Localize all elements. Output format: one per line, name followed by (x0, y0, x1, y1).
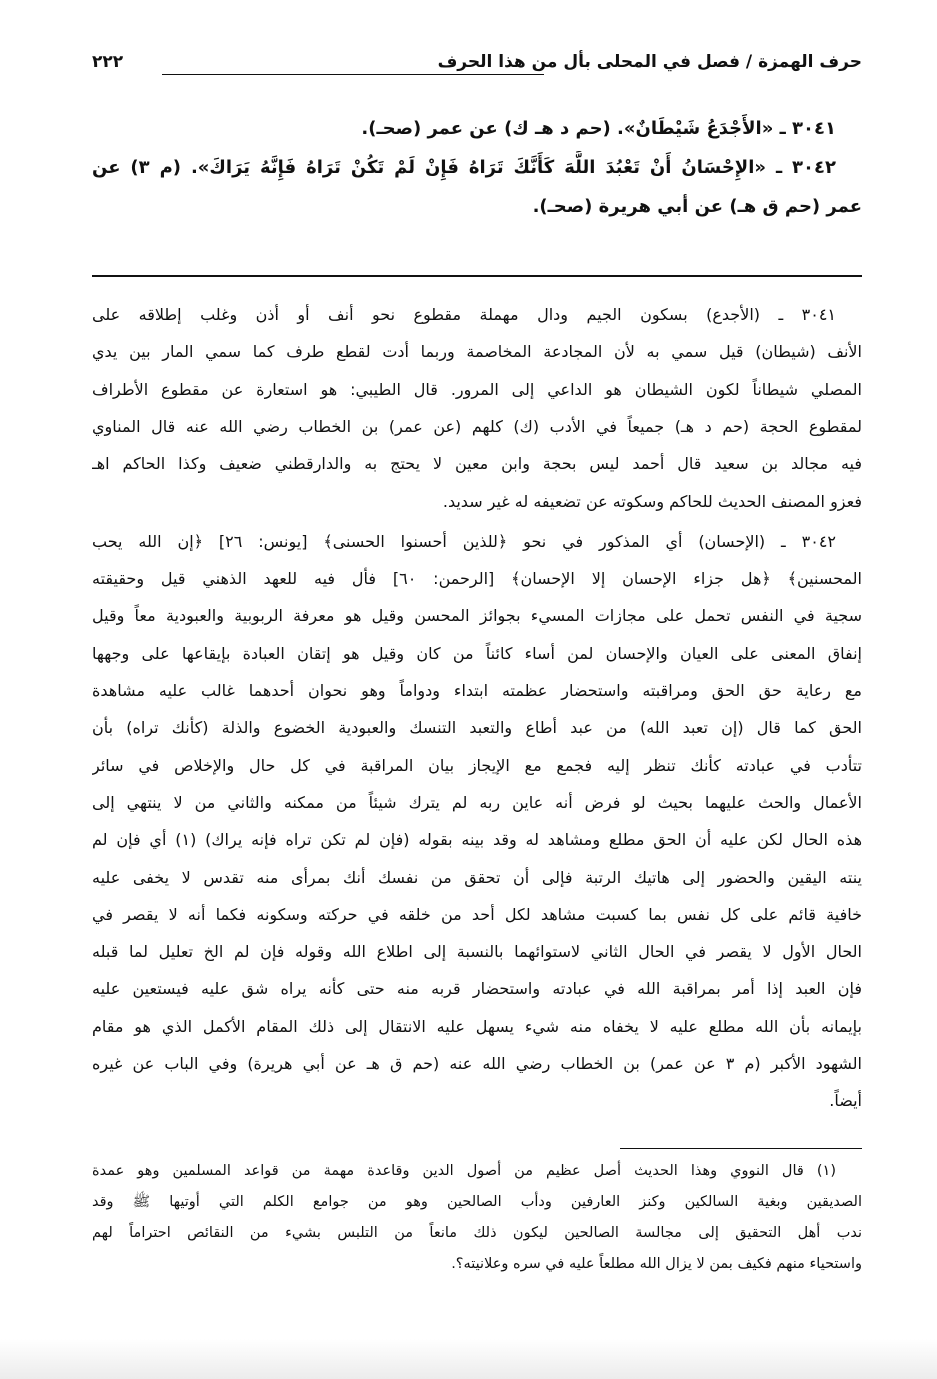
commentary-line: أيضاً. (829, 1091, 862, 1111)
page-edge (0, 1339, 937, 1379)
commentary-line: الحال الأول لا يقصر في الحال الثاني لاستوائهما بالنسبة إلى اطلاع الله وقوله فإن لم الخ تعليل لما قبله (92, 942, 862, 962)
commentary-line: الشهود الأكبر (م ٣ عن عمر) بن الخطاب رضي الله عنه (حم ق هـ عن أبي هريرة) وفي الباب عن غيره (92, 1054, 862, 1073)
header-title: حرف الهمزة / فصل في المحلى بأل من هذا الحرف (437, 52, 862, 72)
commentary-line: هذه الحال لكن عليه أن الحق مطلع ومشاهد له وقد بينه بقوله (فإن لم تكن تراه فإنه يراك) (١) أي فإن لم (92, 830, 862, 850)
footnote-line: ندب أهل التحقيق إلى مجالسة الصالحين ليكون ذلك مانعاً من التلبس بشيء من النقائص احتراماً لهم (92, 1225, 862, 1241)
commentary-line: لمقطوع الحجة (حم د هـ) جميعاً في الأدب (ك) كلهم (عن عمر) بن الخطاب رضي الله عنه قال المناوي (92, 416, 862, 436)
commentary-line: المحسنين﴾ ﴿هل جزاء الإحسان إلا الإحسان﴾ [الرحمن: ٦٠] فأل فيه للعهد الذهني قيل وحقيقته (92, 569, 862, 589)
hadith-line: ٣٠٤١ ـ «الأَجْدَعُ شَيْطَانٌ». (حم د هـ ك) عن عمر (صحـ). (361, 118, 836, 139)
commentary-line: سجية في النفس تحمل على مجازات المسيء بجوائز المحسن وقيل هو معرفة الربوبية والعبودية معاً وقيل (92, 606, 862, 626)
commentary-line: الأنف (شيطان) قيل سمي به لأن المجادعة المخاصمة وربما أدت لقطع طرف كما سمي المار بين يدي (92, 342, 862, 362)
page-number: ٢٢٢ (92, 52, 124, 72)
footnote-line: (١) قال النووي وهذا الحديث أصل عظيم من أصول الدين وقاعدة مهمة من قواعد المسلمين وهو عمدة (92, 1163, 836, 1179)
commentary-line: الأعمال والحث عليهما بحيث لو فرض أنه عاين ربه لم يترك شيئاً من ممكنه والثاني من لا ينتهي إلى (92, 792, 862, 812)
main-divider (92, 275, 862, 277)
hadith-line: عمر (حم ق هـ) عن أبي هريرة (صحـ). (532, 196, 862, 217)
footnote-divider (620, 1148, 862, 1149)
header-rule (162, 74, 544, 75)
running-header (92, 52, 862, 84)
commentary-line: ينته اليقين والحضور إلى هاتيك الرتبة فإلى أن تحقق من نفسك أنك بمرأى منه تقدس لا يخفى عليه (92, 867, 862, 887)
commentary-line: الحق كما قال (إن تعبد الله) من عبد أطاع والتعبد التنسك والعبودية الخضوع والذلة (كأنك تراه) بأن (92, 718, 862, 738)
commentary-line: بإيمانه بأن الله مطلع عليه لا يخفاه منه شيء يسهل عليه الانتقال إلى ذلك المقام الأكمل الذي هو مقام (92, 1016, 862, 1036)
commentary-line: المصلي شيطاناً لكون الشيطان هو الداعي إلى المرور. قال الطيبي: هو استعارة عن مقطوع الأطراف (92, 379, 862, 399)
commentary-line: إنفاق المعنى على العيان والإحسان لمن أساء كائناً من كان وقيل هو إتقان العبادة بإيقاعها على وجهها (92, 643, 862, 663)
commentary-line: ٣٠٤١ ـ (الأجدع) بسكون الجيم ودال مهملة مقطوع نحو أنف أو أذن وغلب إطلاقه على (92, 305, 836, 324)
commentary-line: ٣٠٤٢ ـ (الإحسان) أي المذكور في نحو ﴿للذين أحسنوا الحسنى﴾ [يونس: ٢٦] ﴿إن الله يحب (92, 531, 836, 551)
commentary-line: فإن العبد إذا أمر بمراقبة الله في عبادته واستحضار قربه منه حتى كأنه يراه شق عليه فيستعين عليه (92, 979, 862, 999)
hadith-line: ٣٠٤٢ ـ «الإِحْسَانُ أَنْ تَعْبُدَ اللَّهَ كَأَنَّكَ تَرَاهُ فَإِنْ لَمْ تَكُنْ تَرَاهُ فَإِنَّهُ يَرَاكَ». (م ٣) عن (92, 157, 836, 178)
commentary-line: مع رعاية حق الحق ومراقبته واستحضار عظمته ابتداء ودواماً وهو نحوان أحدهما غالب عليه مشاهدة (92, 681, 862, 700)
footnote-line: واستحياء منهم فكيف بمن لا يزال الله مطلعاً عليه في سره وعلانيته؟. (451, 1256, 862, 1272)
footnote-line: الصديقين وبغية السالكين وكنز العارفين ودأب الصالحين وهو من جوامع الكلم التي أوتيها ﷺ وقد (92, 1194, 862, 1210)
commentary-line: فعزو المصنف الحديث للحاكم وسكوته عن تضعيفه له غير سديد. (442, 491, 862, 511)
commentary-line: تتأدب في عبادته كأنك تنظر إليه فجمع مع الإيجاز بيان المراقبة في كل حال والإخلاص في سائر (92, 755, 862, 775)
commentary-line: فيه مجالد بن سعيد قال أحمد ليس بحجة وابن معين لا يحتج به والدارقطني ضعيف وكذا الحاكم اهـ (92, 454, 862, 474)
commentary-line: خافية قائم على كل نفس بما كسبت مشاهد لكل أحد من خلقه في حركته وسكونه فكما أنه لا يقصر في (92, 904, 862, 924)
